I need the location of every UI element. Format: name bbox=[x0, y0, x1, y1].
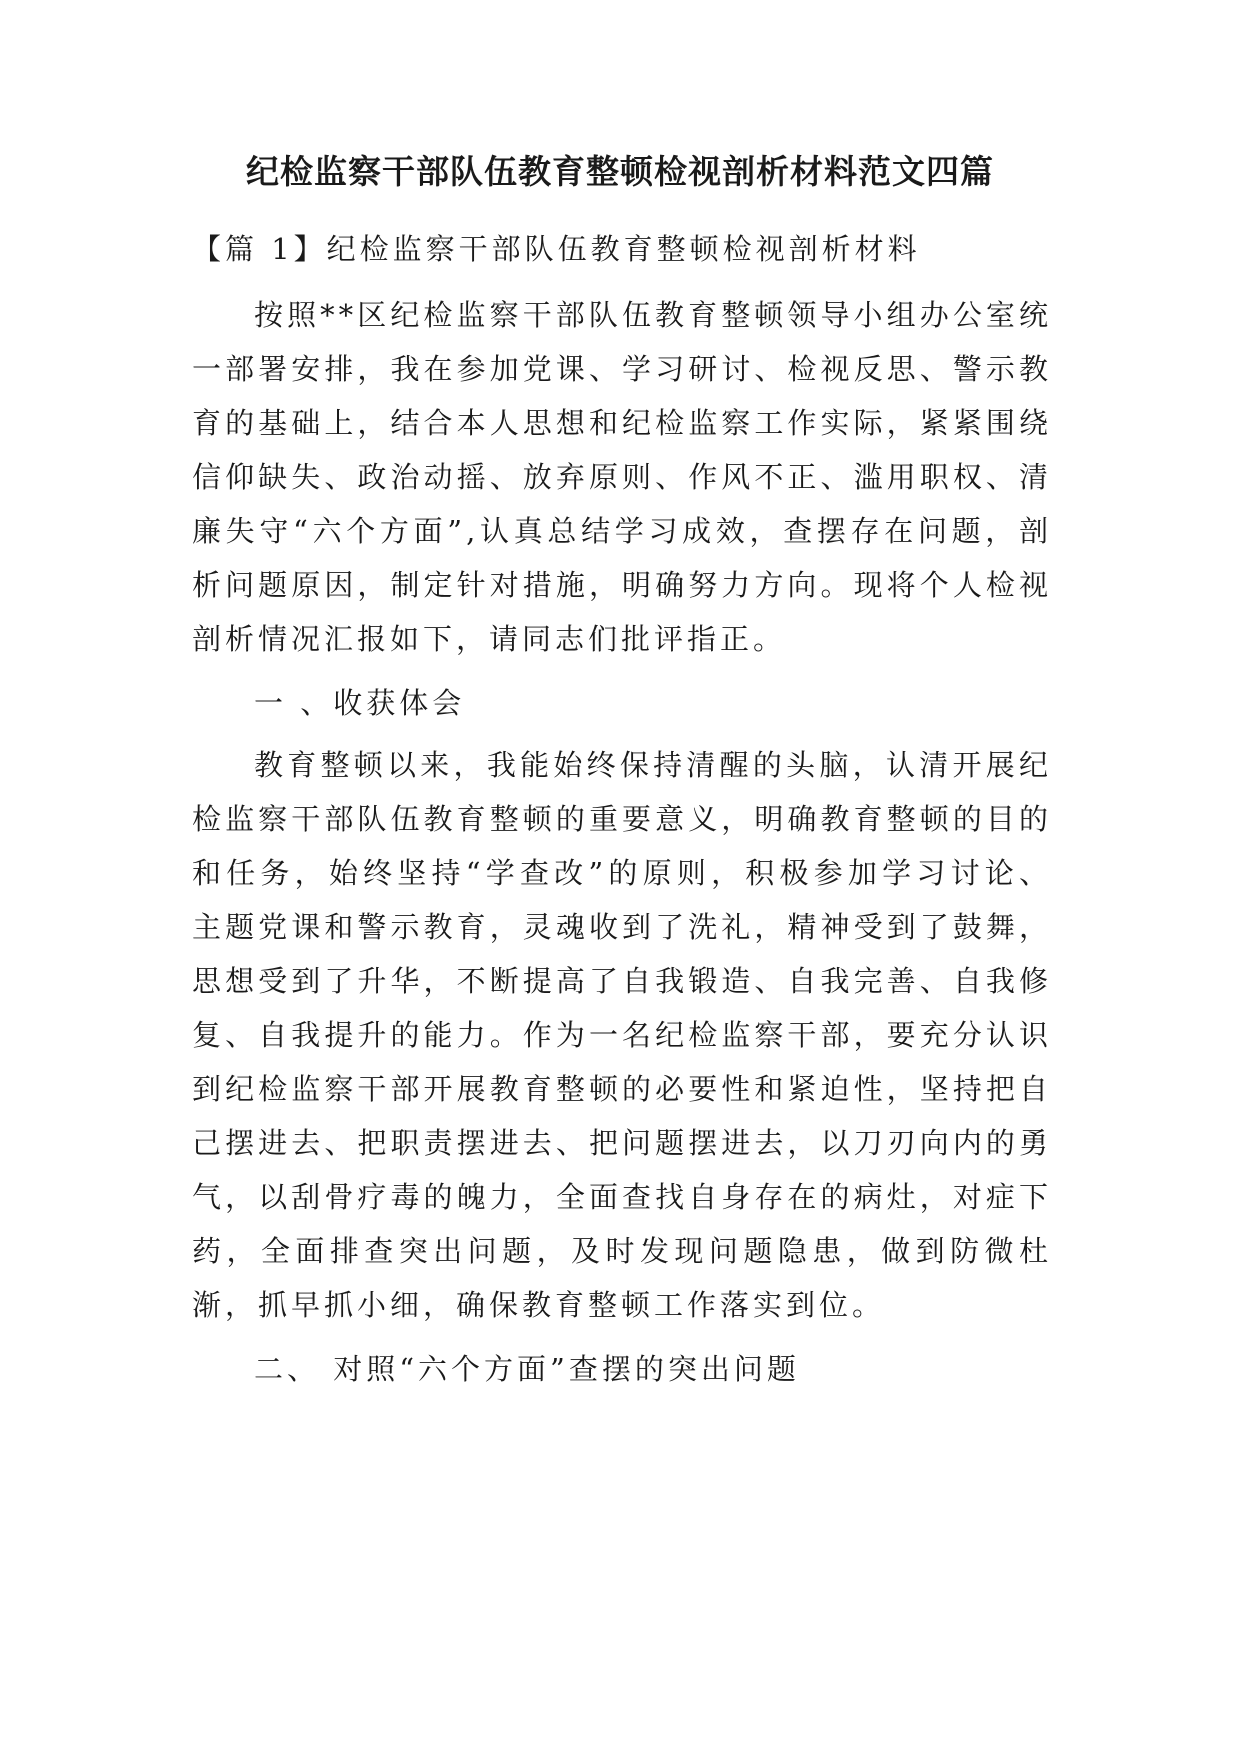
heading-problems: 二、 对照“六个方面”查摆的突出问题 bbox=[254, 1352, 800, 1386]
heading-gains: 一 、收获体会 bbox=[254, 686, 466, 720]
section-title: 【篇 1】纪检监察干部队伍教育整顿检视剖析材料 bbox=[192, 232, 921, 266]
paragraph-gains: 教育整顿以来，我能始终保持清醒的头脑，认清开展纪检监察干部队伍教育整顿的重要意义，明确教育整顿的目的和任务，始终坚持“学查改”的原则，积极参加学习讨论、主题党课和警示教育，灵魂收到了洗礼，精神受到了鼓舞，思想受到了升华，不断提高了自我锻造、自我完善、自我修复、自我提升的能力。作为一名纪检监察干部，要充分认识到纪检监察干部开展教育整顿的必要性和紧迫性，坚持把自己摆进去、把职责摆进去、把问题摆进去，以刀刃向内的勇气，以刮骨疗毒的魄力，全面查找自身存在的病灶，对症下药，全面排查突出问题，及时发现问题隐患，做到防微杜渐，抓早抓小细，确保教育整顿工作落实到位。 bbox=[192, 748, 1052, 1322]
document-title: 纪检监察干部队伍教育整顿检视剖析材料范文四篇 bbox=[246, 152, 994, 191]
document-body bbox=[192, 222, 1052, 1396]
paragraph-intro: 按照**区纪检监察干部队伍教育整顿领导小组办公室统一部署安排，我在参加党课、学习研讨、检视反思、警示教育的基础上，结合本人思想和纪检监察工作实际，紧紧围绕信仰缺失、政治动摇、放弃原则、作风不正、滥用职权、清廉失守“六个方面”,认真总结学习成效，查摆存在问题，剖析问题原因，制定针对措施，明确努力方向。现将个人检视剖析情况汇报如下，请同志们批评指正。 bbox=[192, 298, 1052, 656]
